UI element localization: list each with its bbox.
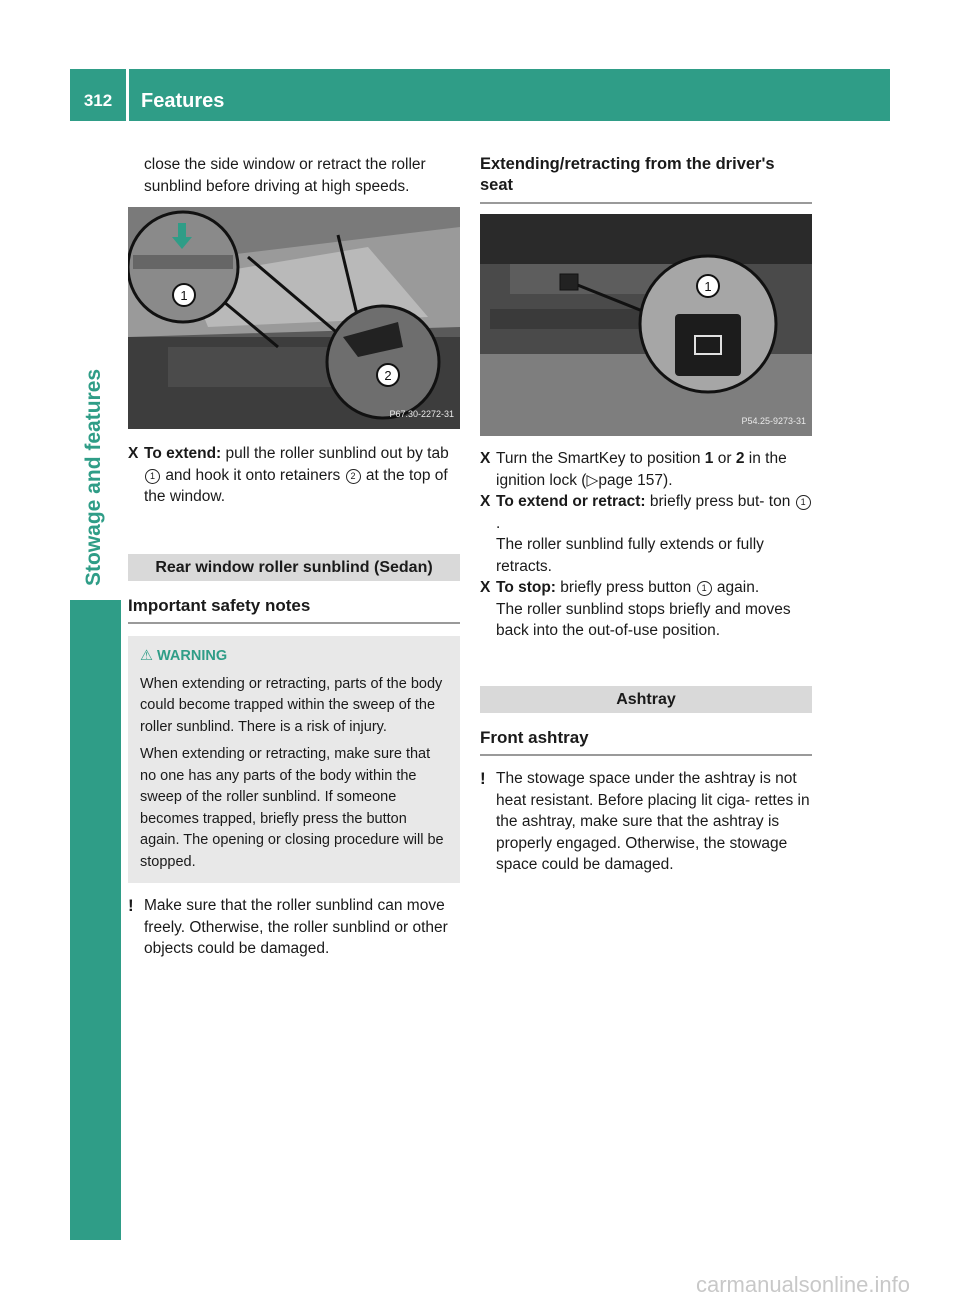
image-code: P67.30-2272-31 <box>389 408 454 419</box>
watermark: carmanualsonline.info <box>695 1272 910 1297</box>
position-1: 1 <box>704 450 714 467</box>
side-tab-label: Stowage and features <box>82 368 105 586</box>
warning-icon: ⚠ <box>140 648 153 664</box>
step-label: To extend or retract: <box>496 493 646 510</box>
step-extend <box>128 443 460 508</box>
notice-icon: ! <box>128 896 134 915</box>
subheading: Important safety notes <box>128 595 460 625</box>
position-2: 2 <box>735 450 745 467</box>
warning-paragraph: When extending or retracting, parts of the body could become trapped within the sweep of the roller sunblind. There is a risk of injury. <box>140 675 443 735</box>
right-column <box>480 154 812 876</box>
subheading: Extending/retracting from the driver's seat <box>480 154 812 204</box>
step-extend-retract: X To extend or retract: briefly press but- ton 1. The roller sunblind fully extends or fully retracts. <box>480 491 812 577</box>
callout-1: 1 <box>145 469 160 484</box>
warning-label: WARNING <box>157 648 228 664</box>
callout-1: 1 <box>796 495 811 510</box>
left-column <box>128 154 460 960</box>
callout-1: 1 <box>697 581 712 596</box>
step-marker: X <box>128 445 139 462</box>
step-result: The roller sunblind stops briefly and moves back into the out-of-use position. <box>496 600 791 639</box>
subheading: Front ashtray <box>480 727 812 757</box>
note-text: Make sure that the roller sunblind can move freely. Otherwise, the roller sunblind or other objects could be damaged. <box>144 897 448 957</box>
figure-roller-sunblind <box>128 207 460 429</box>
section-band: Ashtray <box>480 686 812 713</box>
step-text: Turn the SmartKey to position <box>496 450 701 467</box>
step-label: To extend: <box>144 445 222 462</box>
console-image <box>480 214 812 436</box>
step-text: at the top of the window. <box>144 466 448 505</box>
step-text: again. <box>716 579 760 596</box>
step-text: briefly press button <box>560 579 692 596</box>
page-ref[interactable]: page 157). <box>598 471 673 489</box>
warning-paragraph: When extending or retracting, make sure that no one has any parts of the body within the sweep of the roller sunblind. If someone becomes trapped, briefly press the button again. The opening or closing procedure will be stopped. <box>140 746 444 870</box>
note-item <box>128 895 460 960</box>
figure-center-console <box>480 214 812 436</box>
note-text: The stowage space under the ashtray is not heat resistant. Before placing lit ciga- rettes in the ashtray, make sure that the ashtray is properly engaged. Otherwise, the stowage space could be damaged. <box>496 770 810 873</box>
svg-text:2: 2 <box>384 368 392 383</box>
step-stop <box>480 577 812 642</box>
step-marker: X <box>480 493 491 510</box>
section-band: Rear window roller sunblind (Sedan) <box>128 554 460 581</box>
step-text: and hook it onto retainers <box>165 466 341 484</box>
step-marker: X <box>480 579 491 596</box>
intro-text: close the side window or retract the roller sunblind before driving at high speeds. <box>144 156 426 195</box>
notice-icon: ! <box>480 769 486 788</box>
image-code: P54.25-9273-31 <box>741 415 806 426</box>
note-item <box>480 768 812 876</box>
svg-text:1: 1 <box>704 279 712 294</box>
svg-text:1: 1 <box>180 288 188 303</box>
section-title: Features <box>141 90 225 112</box>
page-ref-icon: ▷ <box>586 471 599 489</box>
warning-title <box>140 646 448 668</box>
car-interior-image <box>128 207 460 429</box>
step-marker: X <box>480 450 491 467</box>
step-label: To stop: <box>496 579 556 596</box>
step-text: pull the roller sunblind out by tab <box>225 445 449 462</box>
step-text: briefly press but- ton <box>649 493 791 510</box>
side-tab-block <box>70 600 121 1240</box>
page-number: 312 <box>83 91 113 110</box>
step-result: The roller sunblind fully extends or fully retracts. <box>496 536 764 575</box>
header-divider <box>126 69 129 121</box>
step-smartkey <box>480 448 812 491</box>
callout-2: 2 <box>346 469 361 484</box>
step-text: in the ignition lock ( <box>496 450 787 489</box>
step-text: or <box>717 450 732 467</box>
warning-box <box>128 636 460 883</box>
